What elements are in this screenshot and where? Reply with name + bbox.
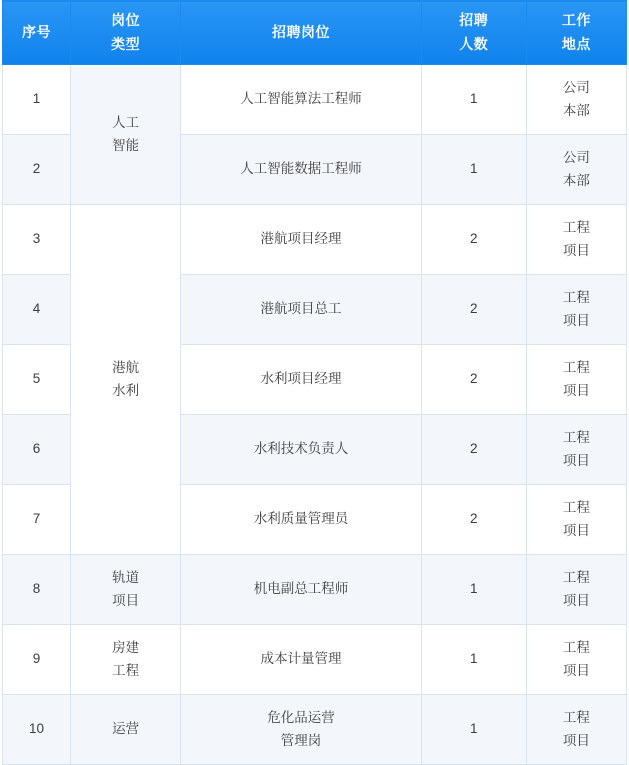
cell-headcount: 2 [421, 345, 526, 415]
recruitment-table [2, 0, 627, 765]
cell-location [526, 65, 626, 135]
table-row [3, 695, 627, 765]
location-line1: 工程 [562, 710, 590, 726]
location-line1: 公司 [562, 80, 590, 96]
cell-serial-number: 4 [3, 275, 71, 345]
location-line1: 工程 [562, 430, 590, 446]
cell-headcount: 2 [421, 415, 526, 485]
cell-headcount: 1 [421, 555, 526, 625]
table-row [3, 205, 627, 275]
post-type-port-water-line1: 港航 [112, 360, 140, 376]
location-line2: 项目 [562, 452, 590, 468]
cell-headcount: 1 [421, 695, 526, 765]
location-line2: 项目 [562, 312, 590, 328]
location-line2: 项目 [562, 592, 590, 608]
cell-position: 水利项目经理 [181, 345, 421, 415]
location-line1: 工程 [562, 570, 590, 586]
cell-headcount: 2 [421, 485, 526, 555]
cell-position [181, 695, 421, 765]
cell-post-type-rail [71, 555, 181, 625]
header-post-type-line1: 岗位 [111, 12, 141, 29]
cell-headcount: 2 [421, 205, 526, 275]
cell-location [526, 485, 626, 555]
location-line2: 本部 [562, 172, 590, 188]
post-type-port-water-line2: 水利 [112, 382, 140, 398]
cell-post-type-operations [71, 695, 181, 765]
location-line2: 项目 [562, 732, 590, 748]
position-line1: 危化品运营 [267, 710, 335, 726]
cell-post-type-port-water [71, 205, 181, 555]
cell-serial-number: 9 [3, 625, 71, 695]
cell-post-type-building [71, 625, 181, 695]
location-line2: 项目 [562, 522, 590, 538]
post-type-ai-line1: 人工 [112, 115, 140, 131]
location-line2: 项目 [562, 382, 590, 398]
cell-headcount: 1 [421, 65, 526, 135]
cell-post-type-ai [71, 65, 181, 205]
cell-serial-number: 6 [3, 415, 71, 485]
header-cell-serial-number [3, 1, 71, 65]
post-type-operations-line1: 运营 [112, 721, 140, 737]
header-cell-position [181, 1, 421, 65]
cell-location [526, 625, 626, 695]
location-line2: 本部 [562, 102, 590, 118]
cell-serial-number: 10 [3, 695, 71, 765]
location-line1: 工程 [562, 500, 590, 516]
location-line1: 工程 [562, 640, 590, 656]
post-type-ai-line2: 智能 [112, 137, 140, 153]
cell-position: 水利技术负责人 [181, 415, 421, 485]
cell-position: 机电副总工程师 [181, 555, 421, 625]
cell-serial-number: 5 [3, 345, 71, 415]
cell-headcount: 2 [421, 275, 526, 345]
post-type-building-line2: 工程 [112, 662, 140, 678]
header-serial-line1: 序号 [22, 23, 52, 40]
cell-headcount: 1 [421, 625, 526, 695]
header-post-type-line2: 类型 [111, 35, 141, 52]
cell-location [526, 135, 626, 205]
location-line1: 公司 [562, 150, 590, 166]
cell-serial-number: 8 [3, 555, 71, 625]
cell-position: 水利质量管理员 [181, 485, 421, 555]
location-line2: 项目 [562, 242, 590, 258]
header-headcount-line2: 人数 [459, 35, 489, 52]
cell-position: 人工智能数据工程师 [181, 135, 421, 205]
cell-position: 港航项目经理 [181, 205, 421, 275]
header-cell-headcount [421, 1, 526, 65]
location-line1: 工程 [562, 290, 590, 306]
post-type-rail-line1: 轨道 [112, 570, 140, 586]
location-line1: 工程 [562, 360, 590, 376]
header-location-line2: 地点 [561, 35, 591, 52]
header-cell-location [526, 1, 626, 65]
cell-position: 港航项目总工 [181, 275, 421, 345]
header-location-line1: 工作 [561, 12, 591, 29]
cell-location [526, 555, 626, 625]
table-header-row [3, 1, 627, 65]
table-body [3, 65, 627, 765]
cell-location [526, 205, 626, 275]
header-position-line1: 招聘岗位 [271, 23, 330, 40]
table-header [3, 1, 627, 65]
table-row [3, 555, 627, 625]
cell-position: 人工智能算法工程师 [181, 65, 421, 135]
header-headcount-line1: 招聘 [459, 12, 489, 29]
post-type-building-line1: 房建 [112, 640, 140, 656]
header-cell-post-type [71, 1, 181, 65]
cell-location [526, 695, 626, 765]
cell-serial-number: 7 [3, 485, 71, 555]
post-type-rail-line2: 项目 [112, 592, 140, 608]
cell-serial-number: 1 [3, 65, 71, 135]
location-line2: 项目 [562, 662, 590, 678]
cell-serial-number: 2 [3, 135, 71, 205]
position-line2: 管理岗 [280, 732, 322, 748]
cell-location [526, 345, 626, 415]
cell-serial-number: 3 [3, 205, 71, 275]
cell-location [526, 415, 626, 485]
table-row [3, 65, 627, 135]
table-row [3, 625, 627, 695]
cell-location [526, 275, 626, 345]
cell-headcount: 1 [421, 135, 526, 205]
location-line1: 工程 [562, 220, 590, 236]
cell-position: 成本计量管理 [181, 625, 421, 695]
